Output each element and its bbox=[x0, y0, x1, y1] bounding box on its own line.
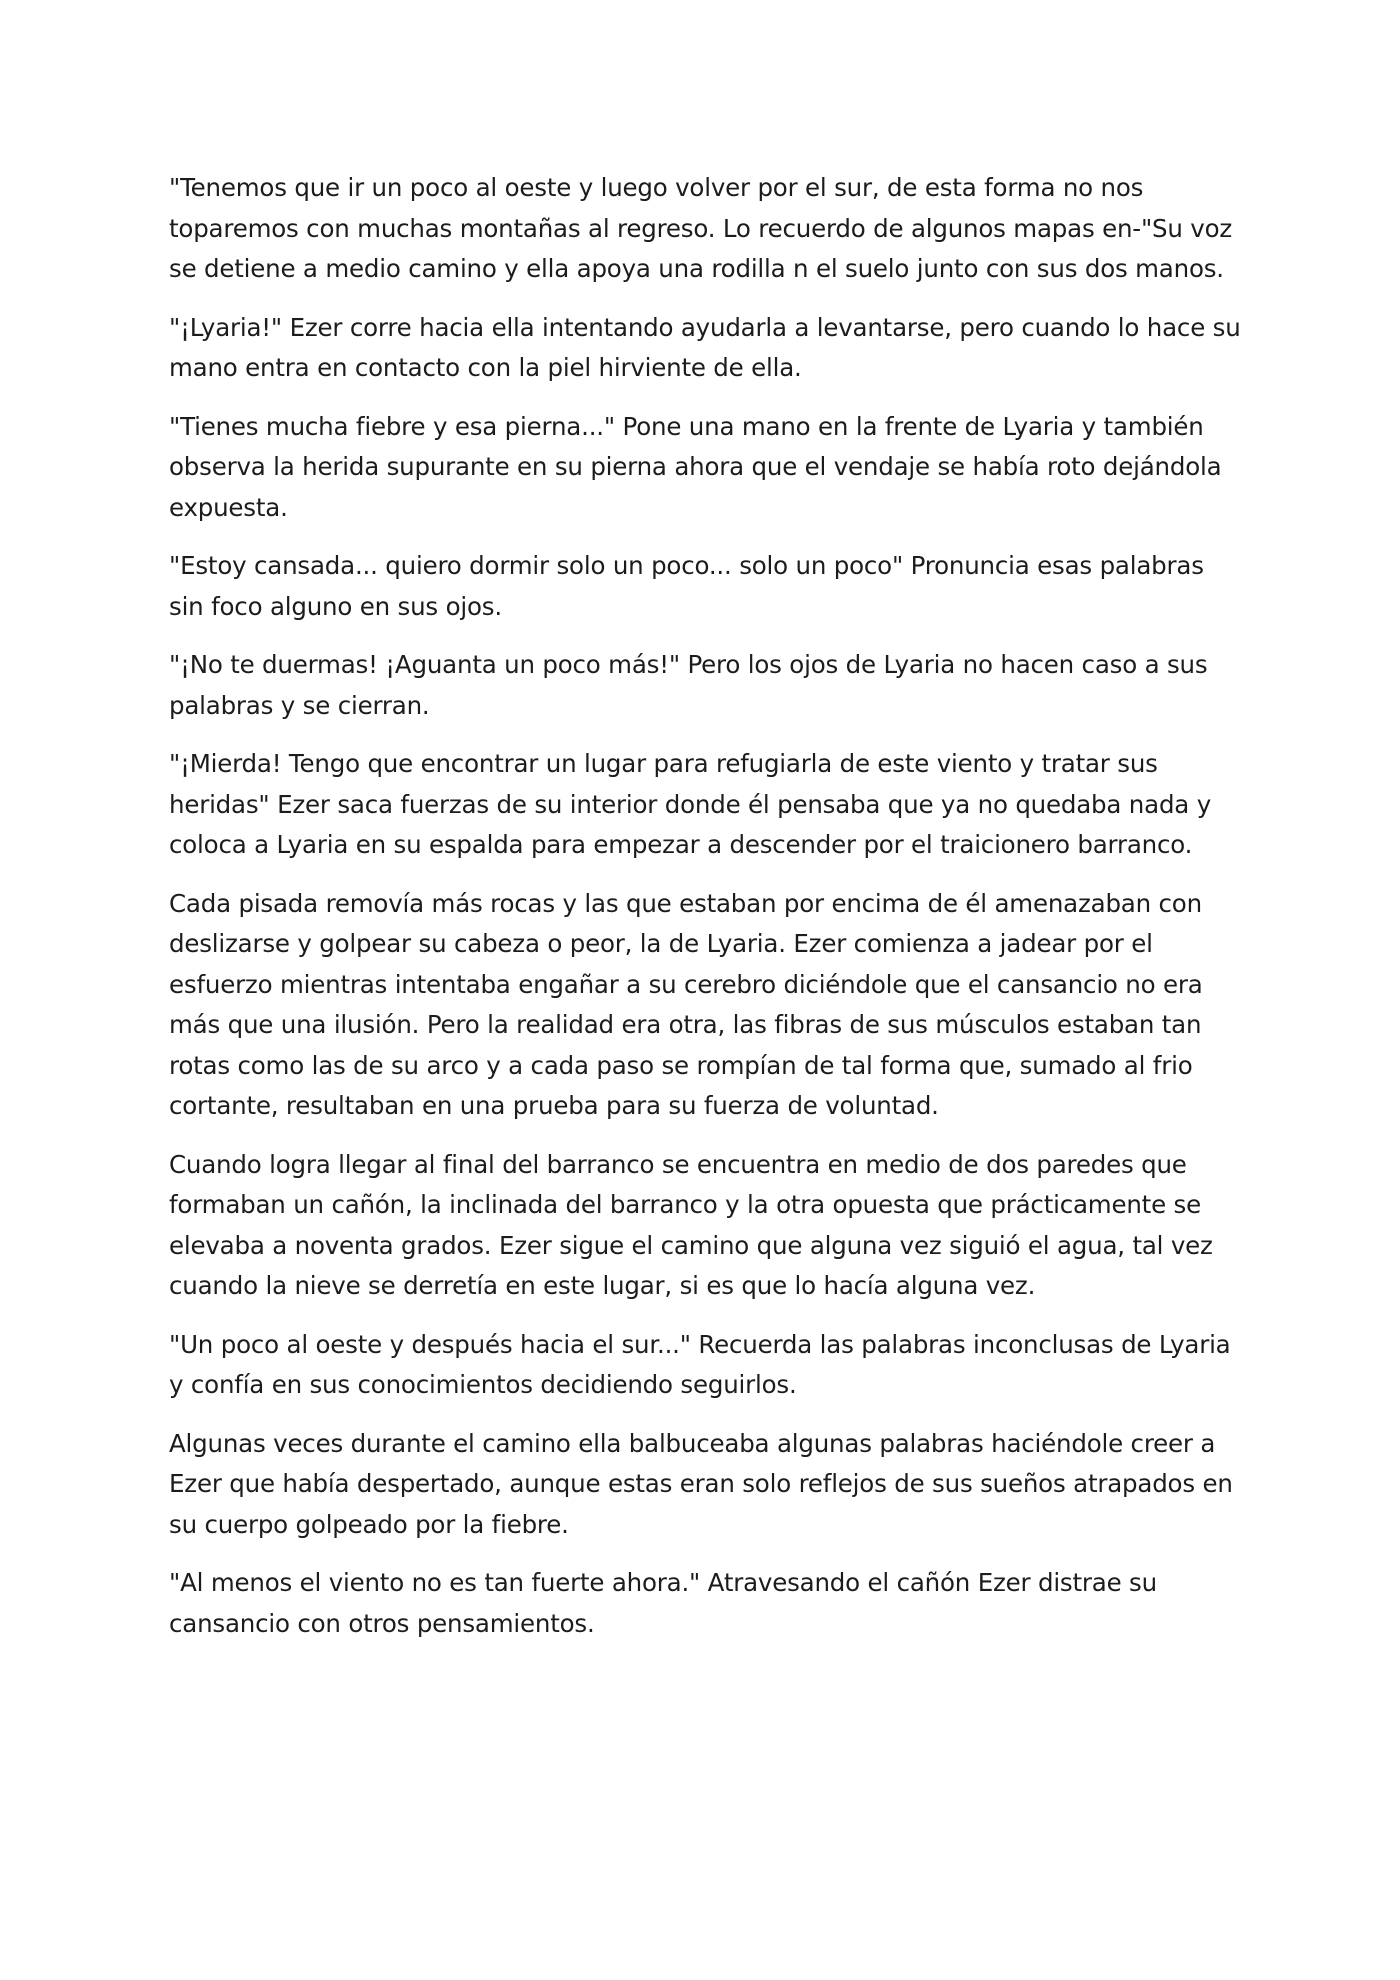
paragraph-1: "Tenemos que ir un poco al oeste y luego volver por el sur, de esta forma no nos toparemos con muchas montañas al regreso. Lo recuerdo de algunos mapas en-"Su voz se detiene a medio camino y ella apoya una rodilla n el suelo junto con sus dos manos. bbox=[169, 173, 1233, 283]
paragraph-11: "Al menos el viento no es tan fuerte ahora." Atravesando el cañón Ezer distrae su cansancio con otros pensamientos. bbox=[169, 1568, 1157, 1638]
paragraph-4: "Estoy cansada... quiero dormir solo un poco... solo un poco" Pronuncia esas palabras sin foco alguno en sus ojos. bbox=[169, 551, 1204, 621]
paragraph-8: Cuando logra llegar al final del barranco se encuentra en medio de dos paredes que formaban un cañón, la inclinada del barranco y la otra opuesta que prácticamente se elevaba a noventa grados. Ezer sigue el camino que alguna vez siguió el agua, tal vez cuando la nieve se derretía en este lugar, si es que lo hacía alguna vez. bbox=[169, 1149, 1213, 1300]
paragraph-2: "¡Lyaria!" Ezer corre hacia ella intentando ayudarla a levantarse, pero cuando lo hace su mano entra en contacto con la piel hirviente de ella. bbox=[169, 312, 1241, 382]
paragraph-7: Cada pisada removía más rocas y las que estaban por encima de él amenazaban con deslizarse y golpear su cabeza o peor, la de Lyaria. Ezer comienza a jadear por el esfuerzo mientras intentaba engañar a su cerebro diciéndole que el cansancio no era más que una ilusión. Pero la realidad era otra, las fibras de sus músculos estaban tan rotas como las de su arco y a cada paso se rompían de tal forma que, sumado al frio cortante, resultaban en una prueba para su fuerza de voluntad. bbox=[169, 888, 1203, 1120]
document-page bbox=[169, 168, 1244, 1662]
paragraph-5: "¡No te duermas! ¡Aguanta un poco más!" Pero los ojos de Lyaria no hacen caso a sus palabras y se cierran. bbox=[169, 650, 1208, 720]
paragraph-9: "Un poco al oeste y después hacia el sur..." Recuerda las palabras inconclusas de Lyaria y confía en sus conocimientos decidiendo seguirlos. bbox=[169, 1329, 1231, 1399]
paragraph-10: Algunas veces durante el camino ella balbuceaba algunas palabras haciéndole creer a Ezer que había despertado, aunque estas eran solo reflejos de sus sueños atrapados en su cuerpo golpeado por la fiebre. bbox=[169, 1428, 1233, 1539]
paragraph-6: "¡Mierda! Tengo que encontrar un lugar para refugiarla de este viento y tratar sus heridas" Ezer saca fuerzas de su interior donde él pensaba que ya no quedaba nada y coloca a Lyaria en su espalda para empezar a descender por el traicionero barranco. bbox=[169, 749, 1211, 859]
paragraph-3: "Tienes mucha fiebre y esa pierna..." Pone una mano en la frente de Lyaria y también observa la herida supurante en su pierna ahora que el vendaje se había roto dejándola expuesta. bbox=[169, 411, 1222, 522]
